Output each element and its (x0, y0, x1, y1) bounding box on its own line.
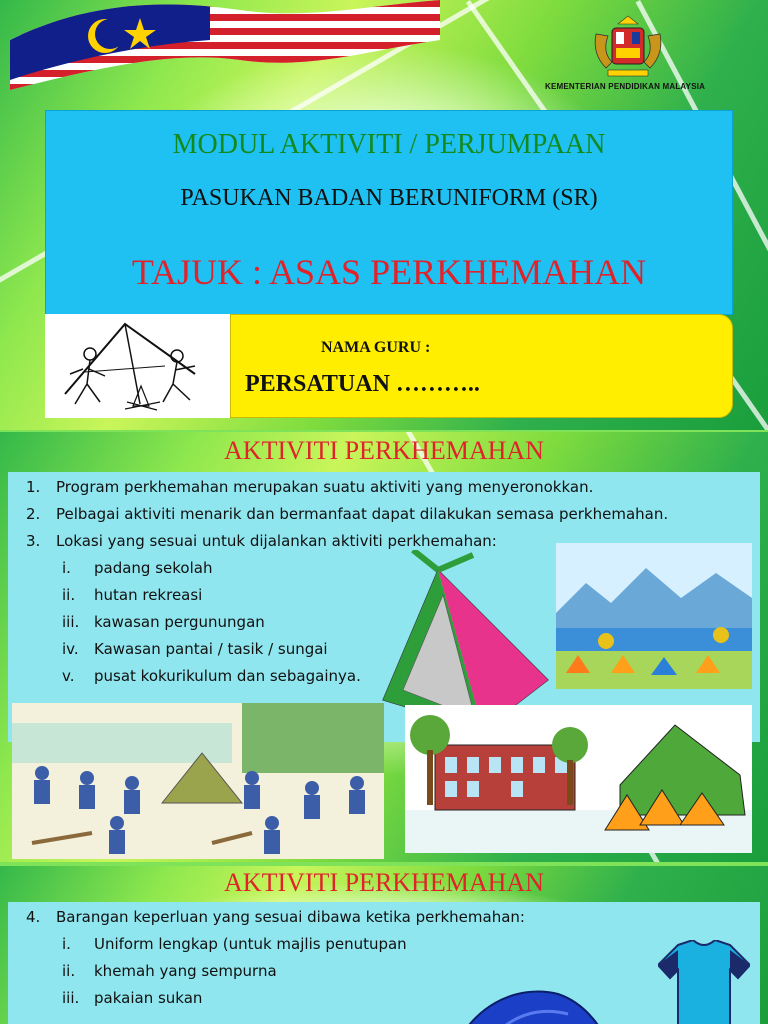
list-text: hutan rekreasi (94, 586, 203, 604)
topic-title: TAJUK : ASAS PERKHEMAHAN (131, 252, 647, 292)
module-title: MODUL AKTIVITI / PERJUMPAAN (172, 129, 606, 160)
ministry-name: KEMENTERIAN PENDIDIKAN MALAYSIA (545, 82, 706, 91)
list-number: iii. (62, 613, 80, 631)
list-text: khemah yang sempurna (94, 962, 277, 980)
teacher-name-label: NAMA GURU : (321, 339, 431, 356)
list-text: Pelbagai aktiviti menarik dan bermanfaat dapat dilakukan semasa perkhemahan. (56, 505, 669, 523)
association-name: PERSATUAN ……….. (245, 371, 480, 397)
list-text: Uniform lengkap (untuk majlis penutupan (94, 935, 407, 953)
list-number: v. (62, 667, 75, 685)
lake-camp-landscape-image (556, 543, 752, 689)
list-text: pusat kokurikulum dan sebagainya. (94, 667, 361, 685)
school-camp-clipart (405, 705, 752, 853)
list-text: Lokasi yang sesuai untuk dijalankan aktiviti perkhemahan: (56, 532, 497, 550)
list-number: ii. (62, 586, 76, 604)
list-number: 2. (26, 505, 41, 523)
list-text: Barangan keperluan yang sesuai dibawa ketika perkhemahan: (56, 908, 525, 926)
uniform-tshirt-image (658, 940, 750, 1024)
blue-tent-image (438, 984, 618, 1024)
camping-illustration (45, 314, 230, 418)
list-text: kawasan pergunungan (94, 613, 265, 631)
list-number: 1. (26, 478, 41, 496)
title-box (45, 110, 733, 315)
equipment-slide (0, 866, 768, 1024)
list-text: pakaian sukan (94, 989, 203, 1007)
unit-name: PASUKAN BADAN BERUNIFORM (SR) (180, 185, 598, 211)
scouts-activity-illustration (12, 703, 384, 859)
dome-tent-image (363, 550, 553, 730)
list-text: Program perkhemahan merupakan suatu aktiviti yang menyeronokkan. (56, 478, 594, 496)
malaysia-crest-icon (588, 14, 668, 80)
teacher-info-box (230, 314, 733, 418)
list-number: 3. (26, 532, 41, 550)
cover-slide (0, 0, 768, 430)
activity-slide (0, 432, 768, 862)
list-text: padang sekolah (94, 559, 213, 577)
list-number: ii. (62, 962, 76, 980)
content-panel (8, 472, 760, 742)
malaysia-flag-image (10, 0, 440, 95)
slide-title: AKTIVITI PERKHEMAHAN (224, 436, 544, 465)
list-number: iii. (62, 989, 80, 1007)
list-number: 4. (26, 908, 41, 926)
content-panel (8, 902, 760, 1024)
list-number: i. (62, 935, 71, 953)
list-number: iv. (62, 640, 79, 658)
list-number: i. (62, 559, 71, 577)
slide-title: AKTIVITI PERKHEMAHAN (224, 868, 544, 897)
list-text: Kawasan pantai / tasik / sungai (94, 640, 328, 658)
